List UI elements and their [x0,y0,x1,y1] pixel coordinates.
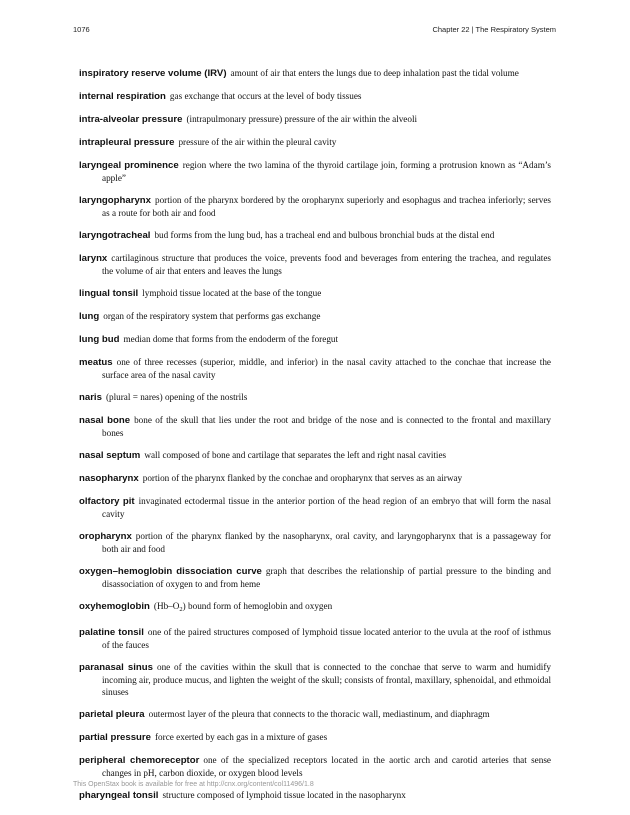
glossary-entry [79,229,551,242]
glossary-definition: organ of the respiratory system that performs gas exchange [103,311,321,322]
glossary-definition: portion of the pharynx flanked by the conchae and oropharynx that serves as an airway [142,473,463,484]
glossary-entry [79,530,551,555]
glossary-term: intra-alveolar pressure [79,114,183,126]
glossary-entry [79,414,551,439]
glossary-definition: pressure of the air within the pleural cavity [178,137,337,148]
glossary-entry [79,472,551,485]
page-number: 1076 [73,25,90,34]
glossary-term: lingual tonsil [79,288,139,300]
glossary-term: oxyhemoglobin [79,601,150,613]
glossary-entry [79,113,551,126]
glossary-entry [79,391,551,404]
glossary-term: paranasal sinus [79,662,153,674]
glossary-term: larynx [79,253,108,265]
glossary-term: nasal bone [79,415,131,427]
glossary-definition: (plural = nares) opening of the nostrils [105,392,248,403]
glossary-term: oxygen–hemoglobin dissociation curve [79,566,262,578]
glossary-definition: lymphoid tissue located at the base of the tongue [142,288,322,299]
glossary-definition: gas exchange that occurs at the level of body tissues [169,91,362,102]
glossary-entry [79,287,551,300]
glossary-definition-post: ) bound form of hemoglobin and oxygen [182,601,333,612]
glossary-entry [79,789,551,802]
glossary-entry [79,90,551,103]
glossary-definition-pre: (Hb–O [153,601,180,612]
glossary-entry [79,159,551,184]
glossary-term: nasal septum [79,450,141,462]
glossary-definition: bud forms from the lung bud, has a tracheal end and bulbous bronchial buds at the distal end [154,230,495,241]
glossary-entry [79,731,551,744]
glossary-definition: (intrapulmonary pressure) pressure of the air within the alveoli [186,114,418,125]
glossary-term: oropharynx [79,531,132,543]
glossary-definition: portion of the pharynx bordered by the oropharynx superiorly and esophagus and trachea inferiorly; serves as a route for both air and food [102,195,551,219]
glossary-entry [79,136,551,149]
page-footer: This OpenStax book is available for free at http://cnx.org/content/col11496/1.8 [73,781,314,788]
glossary-term: inspiratory reserve volume (IRV) [79,68,227,80]
glossary-term: pharyngeal tonsil [79,790,159,802]
glossary-definition: wall composed of bone and cartilage that separates the left and right nasal cavities [144,450,447,461]
glossary-definition: force exerted by each gas in a mixture of gases [155,732,328,743]
glossary-entry [79,194,551,219]
glossary-term: intrapleural pressure [79,137,175,149]
glossary-definition: median dome that forms from the endoderm of the foregut [123,334,339,345]
glossary-entry [79,310,551,323]
glossary-entry [79,356,551,381]
glossary-definition: portion of the pharynx flanked by the nasopharynx, oral cavity, and laryngopharynx that is a passageway for both air and food [102,531,551,555]
glossary-entry [79,449,551,462]
chapter-title: Chapter 22 | The Respiratory System [432,25,556,34]
glossary-definition: region where the two lamina of the thyroid cartilage join, forming a protrusion known as “Adam’s apple” [102,160,552,184]
glossary-definition: outermost layer of the pleura that connects to the thoracic wall, mediastinum, and diaphragm [148,709,490,720]
glossary-list [79,58,551,812]
glossary-term: olfactory pit [79,496,135,508]
glossary-definition: cartilaginous structure that produces the voice, prevents food and beverages from entering the trachea, and regulates the volume of air that enters and leaves the lungs [102,253,551,277]
glossary-definition: structure composed of lymphoid tissue located in the nasopharynx [162,790,406,801]
glossary-term: laryngopharynx [79,195,151,207]
glossary-definition: one of the paired structures composed of lymphoid tissue located anterior to the uvula at the roof of isthmus of the fauces [102,627,551,651]
glossary-entry [79,754,551,779]
glossary-definition: one of the specialized receptors located in the aortic arch and carotid arteries that sense changes in pH, carbon dioxide, or oxygen blood levels [102,755,551,779]
glossary-entry [79,565,551,590]
glossary-term: parietal pleura [79,709,145,721]
glossary-definition: invaginated ectodermal tissue in the anterior portion of the head region of an embryo that will form the nasal cavity [102,496,552,520]
glossary-entry [79,600,551,616]
glossary-definition: bone of the skull that lies under the root and bridge of the nose and is connected to the frontal and maxillary bones [102,415,551,439]
glossary-term: internal respiration [79,91,166,103]
glossary-term: partial pressure [79,732,151,744]
glossary-entry [79,626,551,651]
glossary-entry [79,708,551,721]
glossary-entry [79,333,551,346]
glossary-definition: amount of air that enters the lungs due to deep inhalation past the tidal volume [230,68,519,79]
page-header [73,25,556,37]
subscript: 2 [179,606,183,614]
glossary-term: lung [79,311,100,323]
glossary-term: meatus [79,357,113,369]
glossary-term: laryngeal prominence [79,160,179,172]
glossary-term: palatine tonsil [79,627,144,639]
glossary-entry [79,67,551,80]
glossary-term: peripheral chemoreceptor [79,755,200,767]
glossary-term: lung bud [79,334,120,346]
glossary-entry [79,252,551,277]
glossary-entry [79,495,551,520]
glossary-term: nasopharynx [79,473,139,485]
glossary-term: naris [79,392,102,404]
glossary-definition: one of the cavities within the skull that is connected to the conchae that serve to warm and humidify incoming air, produce mucus, and lighten the weight of the skull; consists of frontal, maxillary, sphenoidal, and ethmoidal sinuses [102,662,551,698]
glossary-term: laryngotracheal [79,230,151,242]
glossary-entry [79,661,551,698]
glossary-definition: graph that describes the relationship of partial pressure to the binding and disassociation of oxygen to and from heme [102,566,551,590]
glossary-definition: one of three recesses (superior, middle, and inferior) in the nasal cavity attached to the conchae that increase the surface area of the nasal cavity [102,357,551,381]
